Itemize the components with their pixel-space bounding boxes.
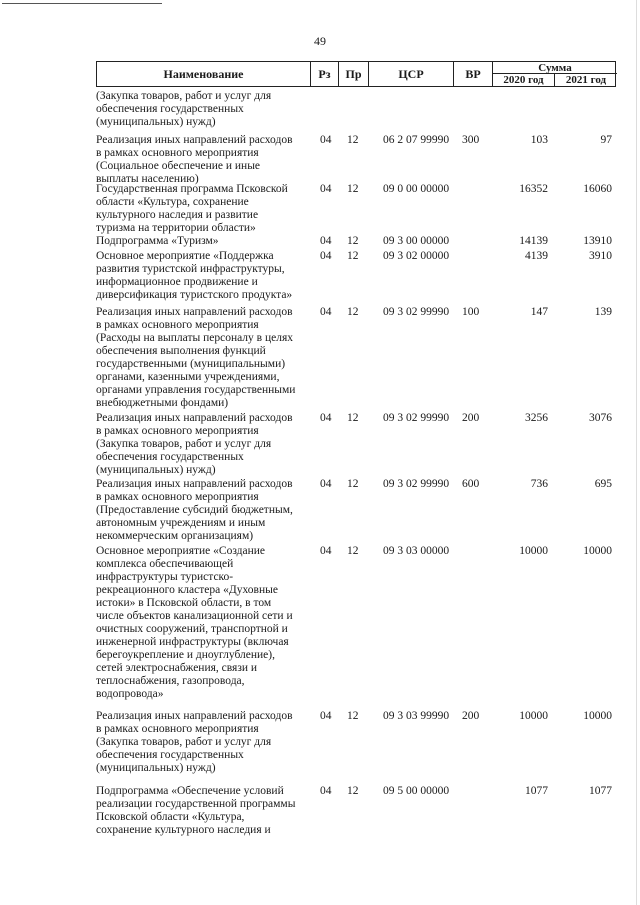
header-2020: 2020 год: [493, 74, 555, 87]
row-cell-pr: 12: [347, 183, 359, 195]
row-cell-rz: 04: [320, 478, 332, 490]
row-cell-rz: 04: [320, 412, 332, 424]
row-cell-y2021: 16060: [583, 183, 612, 195]
row-text-line: Основное мероприятие «Создание: [96, 545, 266, 557]
row-cell-pr: 12: [347, 785, 359, 797]
row-text-line: в рамках основного мероприятия: [96, 723, 259, 735]
header-2021: 2021 год: [565, 74, 607, 86]
row-cell-vr: 100: [462, 306, 480, 318]
row-text-line: (Закупка товаров, работ и услуг для: [96, 90, 272, 102]
row-cell-y2020: 147: [530, 306, 548, 318]
row-cell-vr: 200: [462, 412, 480, 424]
row-cell-rz: 04: [320, 250, 332, 262]
row-cell-y2021: 97: [600, 134, 612, 146]
row-cell-y2021: 3076: [589, 412, 612, 424]
row-text-line: комплекса обеспечивающей: [96, 558, 234, 570]
row-cell-y2021: 139: [594, 306, 612, 318]
row-cell-rz: 04: [320, 545, 332, 557]
row-text-line: обеспечения выполнения функций: [96, 345, 266, 357]
row-cell-y2021: 3910: [589, 250, 612, 262]
row-text-line: автономным учреждениям и иным: [96, 517, 266, 529]
row-cell-rz: 04: [320, 235, 332, 247]
row-text-line: в рамках основного мероприятия: [96, 491, 259, 503]
row-cell-y2021: 13910: [583, 235, 612, 247]
row-text-line: инфраструктуры туристско-: [96, 571, 234, 583]
row-cell-pr: 12: [347, 478, 359, 490]
row-text-line: Псковской области «Культура,: [96, 811, 245, 823]
scan-mark: [2, 3, 162, 4]
row-text-line: берегоукрепление и дноуглубление),: [96, 649, 275, 661]
row-cell-csr: 09 3 02 99990: [383, 412, 450, 424]
row-cell-csr: 09 0 00 00000: [383, 183, 450, 195]
row-text-line: Подпрограмма «Обеспечение условий: [96, 785, 284, 797]
row-text-line: развития туристской инфраструктуры,: [96, 263, 285, 275]
row-cell-pr: 12: [347, 235, 359, 247]
row-cell-y2020: 736: [530, 478, 548, 490]
row-cell-csr: 09 5 00 00000: [383, 785, 450, 797]
row-text-line: (муниципальных) нужд): [96, 464, 216, 476]
row-text-line: обеспечения государственных: [96, 749, 244, 761]
row-cell-csr: 09 3 02 99990: [383, 478, 450, 490]
header-csr: ЦСР: [369, 62, 454, 86]
row-text-line: диверсификация туристского продукта»: [96, 289, 293, 301]
row-text-line: информационное продвижение и: [96, 276, 258, 288]
row-text-line: в рамках основного мероприятия: [96, 425, 259, 437]
row-text-line: органами управления государственными: [96, 384, 296, 396]
row-text-line: обеспечения государственных: [96, 103, 244, 115]
row-text-line: Подпрограмма «Туризм»: [96, 235, 219, 247]
row-text-line: числе объектов канализационной сети и: [96, 610, 293, 622]
row-cell-y2020: 16352: [519, 183, 548, 195]
row-text-line: в рамках основного мероприятия: [96, 319, 259, 331]
row-text-line: органами, казенными учреждениями,: [96, 371, 280, 383]
row-text-line: (Закупка товаров, работ и услуг для: [96, 736, 272, 748]
row-text-line: теплоснабжения, газопровода,: [96, 675, 245, 687]
row-text-line: государственными (муниципальными): [96, 358, 286, 370]
row-cell-y2020: 1077: [525, 785, 548, 797]
row-text-line: (Расходы на выплаты персоналу в целях: [96, 332, 294, 344]
row-cell-y2021: 1077: [589, 785, 612, 797]
header-rz: Рз: [311, 62, 339, 86]
row-text-line: Реализация иных направлений расходов: [96, 134, 293, 146]
row-text-line: Основное мероприятие «Поддержка: [96, 250, 274, 262]
row-cell-csr: 09 3 02 00000: [383, 250, 450, 262]
row-text-line: области «Культура, сохранение: [96, 196, 249, 208]
row-cell-csr: 09 3 00 00000: [383, 235, 450, 247]
row-cell-pr: 12: [347, 250, 359, 262]
row-text-line: реализации государственной программы: [96, 798, 296, 810]
row-cell-vr: 600: [462, 478, 480, 490]
row-text-line: культурного наследия и развитие: [96, 209, 259, 221]
row-cell-rz: 04: [320, 306, 332, 318]
row-text-line: Государственная программа Псковской: [96, 183, 288, 195]
row-text-line: Реализация иных направлений расходов: [96, 306, 293, 318]
row-cell-y2021: 10000: [583, 710, 612, 722]
row-text-line: сохранение культурного наследия и: [96, 824, 271, 836]
row-text-line: Реализация иных направлений расходов: [96, 412, 293, 424]
row-text-line: (муниципальных) нужд): [96, 762, 216, 774]
header-name: Наименование: [97, 62, 311, 86]
row-cell-y2021: 695: [594, 478, 612, 490]
row-text-line: внебюджетными фондами): [96, 397, 229, 409]
header-sum: Сумма: [493, 62, 617, 74]
table-header: [96, 61, 616, 87]
row-cell-vr: 300: [462, 134, 480, 146]
row-cell-pr: 12: [347, 545, 359, 557]
row-text-line: в рамках основного мероприятия: [96, 147, 259, 159]
row-text-line: (Закупка товаров, работ и услуг для: [96, 438, 272, 450]
row-cell-pr: 12: [347, 306, 359, 318]
row-text-line: обеспечения государственных: [96, 451, 244, 463]
row-text-line: (Социальное обеспечение и иные: [96, 160, 261, 172]
row-text-line: туризма на территории области»: [96, 222, 256, 234]
row-cell-rz: 04: [320, 785, 332, 797]
row-cell-y2020: 103: [530, 134, 548, 146]
row-cell-vr: 200: [462, 710, 480, 722]
row-cell-pr: 12: [347, 710, 359, 722]
row-cell-rz: 04: [320, 183, 332, 195]
row-text-line: Реализация иных направлений расходов: [96, 710, 293, 722]
row-cell-pr: 12: [347, 412, 359, 424]
row-text-line: (муниципальных) нужд): [96, 116, 216, 128]
row-text-line: инженерной инфраструктуры (включая: [96, 636, 289, 648]
scan-edge: [636, 0, 637, 905]
row-text-line: (Предоставление субсидий бюджетным,: [96, 504, 293, 516]
row-cell-y2021: 10000: [583, 545, 612, 557]
page-number: 49: [314, 34, 326, 48]
row-text-line: водопровода»: [96, 688, 164, 700]
row-text-line: Реализация иных направлений расходов: [96, 478, 293, 490]
row-cell-csr: 06 2 07 99990: [383, 134, 450, 146]
row-cell-csr: 09 3 02 99990: [383, 306, 450, 318]
header-pr: Пр: [339, 62, 369, 86]
row-text-line: сетей электроснабжения, связи и: [96, 662, 258, 674]
row-text-line: истоки» в Псковской области, в том: [96, 597, 272, 609]
row-cell-y2020: 10000: [519, 545, 548, 557]
row-text-line: очистных сооружений, транспортной и: [96, 623, 288, 635]
row-cell-y2020: 10000: [519, 710, 548, 722]
row-cell-y2020: 14139: [519, 235, 548, 247]
row-text-line: выплаты населению): [96, 173, 199, 185]
row-cell-y2020: 3256: [525, 412, 548, 424]
header-vr: ВР: [454, 62, 493, 86]
row-text-line: рекреационного кластера «Духовные: [96, 584, 278, 596]
row-cell-csr: 09 3 03 99990: [383, 710, 450, 722]
row-cell-y2020: 4139: [525, 250, 548, 262]
row-cell-csr: 09 3 03 00000: [383, 545, 450, 557]
row-cell-pr: 12: [347, 134, 359, 146]
row-cell-rz: 04: [320, 710, 332, 722]
row-cell-rz: 04: [320, 134, 332, 146]
row-text-line: некоммерческим организациям): [96, 530, 254, 542]
